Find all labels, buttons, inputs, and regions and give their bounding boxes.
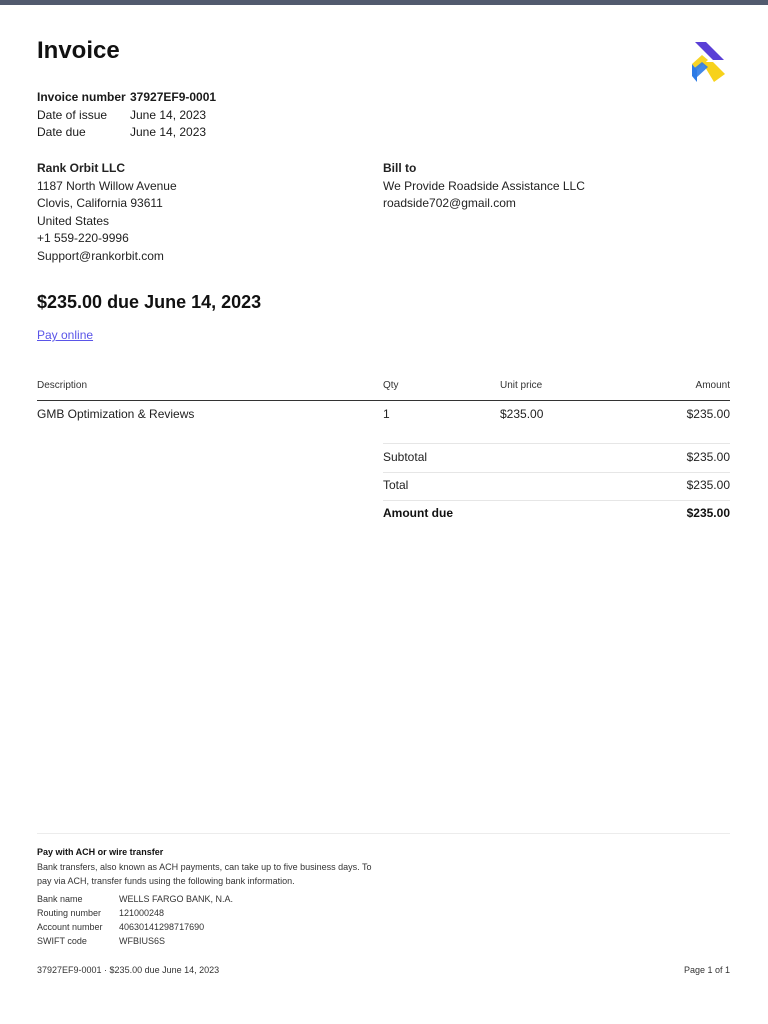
meta-label: Date due — [37, 125, 86, 139]
bank-label: Routing number — [37, 908, 102, 918]
bank-details — [37, 892, 233, 948]
line-item-amount: $235.00 — [686, 407, 730, 421]
sender-line: 1187 North Willow Avenue — [37, 178, 177, 193]
bill-to-email: roadside702@gmail.com — [383, 196, 516, 210]
line-item-unit-price: $235.00 — [500, 407, 544, 421]
meta-row-invoice-number — [37, 89, 216, 107]
bank-row — [37, 892, 233, 906]
bill-to-address — [383, 160, 585, 213]
column-header-unit-price: Unit price — [500, 380, 543, 391]
meta-row-date-of-issue — [37, 107, 216, 125]
column-header-qty: Qty — [383, 380, 399, 391]
bank-label: Bank name — [37, 894, 83, 904]
meta-value: June 14, 2023 — [130, 125, 207, 139]
table-header-divider — [37, 400, 730, 401]
bank-value: 121000248 — [119, 908, 165, 918]
bank-row — [37, 906, 233, 920]
totals-divider — [383, 472, 730, 473]
sender-line: Clovis, California 93611 — [37, 196, 163, 210]
column-header-amount: Amount — [695, 380, 730, 391]
amount-due-label: Amount due — [383, 506, 453, 520]
subtotal-label: Subtotal — [383, 450, 428, 464]
meta-row-date-due — [37, 124, 216, 142]
payment-section-divider — [37, 833, 730, 834]
bank-value: WFBIUS6S — [119, 936, 166, 946]
totals-divider — [383, 443, 730, 444]
bank-label: Account number — [37, 922, 103, 932]
subtotal-value: $235.00 — [686, 450, 730, 464]
sender-email: Support@rankorbit.com — [37, 248, 164, 263]
pay-online-link[interactable]: Pay online — [37, 328, 94, 342]
line-item-qty: 1 — [383, 407, 390, 421]
bank-row — [37, 920, 233, 934]
total-value: $235.00 — [686, 478, 730, 492]
sender-name: Rank Orbit LLC — [37, 161, 126, 175]
invoice-meta — [37, 89, 216, 142]
amount-due-heading: $235.00 due June 14, 2023 — [37, 292, 262, 312]
payment-instructions-text: Bank transfers, also known as ACH payments, can take up to five business days. To pay via ACH, transfer funds using the following bank information. — [37, 862, 372, 886]
top-accent-bar — [0, 0, 768, 5]
sender-phone: +1 559-220-9996 — [37, 231, 129, 245]
bill-to-name: We Provide Roadside Assistance LLC — [383, 178, 585, 193]
payment-instructions-title: Pay with ACH or wire transfer — [37, 847, 164, 857]
bank-label: SWIFT code — [37, 936, 87, 946]
total-label: Total — [383, 478, 409, 492]
sender-address — [37, 160, 177, 265]
line-item-description: GMB Optimization & Reviews — [37, 407, 195, 421]
meta-value: 37927EF9-0001 — [130, 90, 217, 104]
meta-value: June 14, 2023 — [130, 107, 207, 122]
meta-label: Date of issue — [37, 107, 108, 122]
bank-value: WELLS FARGO BANK, N.A. — [119, 894, 234, 904]
totals-divider — [383, 500, 730, 501]
page-title: Invoice — [37, 37, 120, 64]
rank-orbit-logo-icon — [688, 40, 728, 84]
meta-label: Invoice number — [37, 90, 126, 104]
sender-line: United States — [37, 213, 110, 228]
footer-summary: 37927EF9-0001 · $235.00 due June 14, 2023 — [37, 965, 220, 975]
column-header-description: Description — [37, 380, 88, 391]
page-number: Page 1 of 1 — [683, 965, 730, 975]
amount-due-value: $235.00 — [686, 506, 730, 520]
bank-row — [37, 934, 233, 948]
bank-value: 40630141298717690 — [119, 922, 205, 932]
bill-to-heading: Bill to — [383, 161, 417, 175]
